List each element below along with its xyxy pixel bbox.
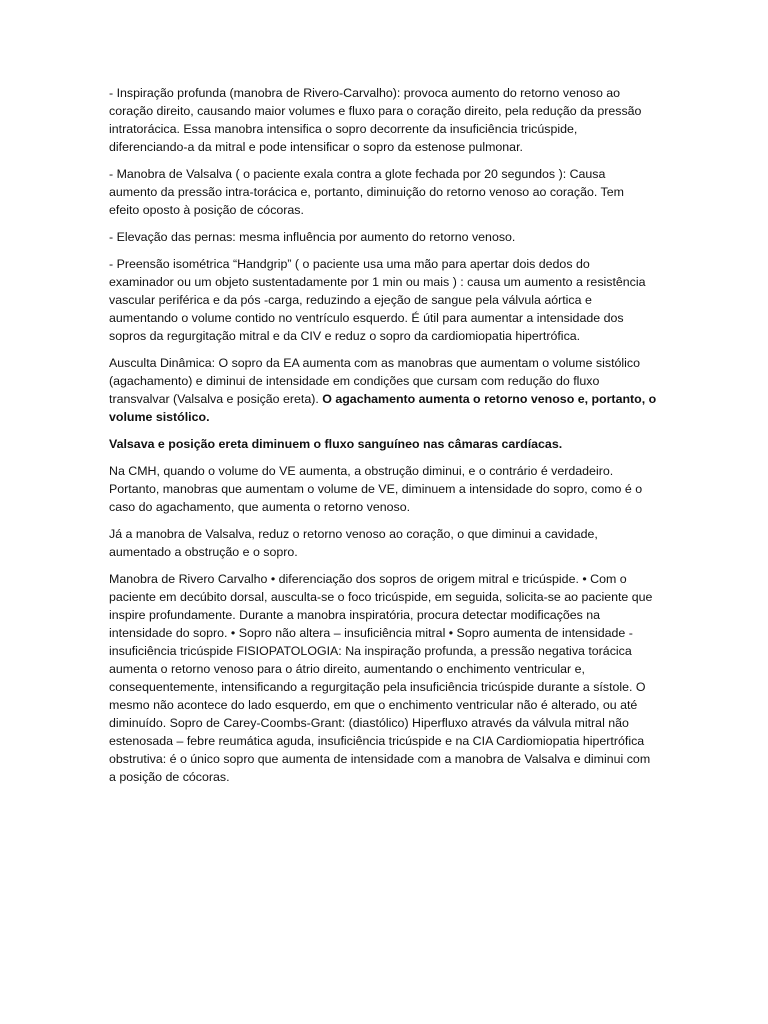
document-body xyxy=(109,84,657,795)
paragraph-cmh: Na CMH, quando o volume do VE aumenta, a obstrução diminui, e o contrário é verdadeiro. Portanto, manobras que aumentam o volume de VE, diminuem a intensidade do sopro, como é o caso do agachamento, que aumenta o retorno venoso. xyxy=(109,464,643,514)
ausculta-dinamica-text: Ausculta Dinâmica: O sopro da EA aumenta com as manobras que aumentam o volume sistólico (agachamento) e diminui de intensidade em condições que cursam com redução do fluxo transvalvar (Valsalva e posição ereta). xyxy=(109,356,640,406)
paragraph-inspiracao-profunda: - Inspiração profunda (manobra de Rivero-Carvalho): provoca aumento do retorno venoso ao coração direito, causando maior volumes e fluxo para o coração direito, pela redução da pressão intratorácica. Essa manobra intensifica o sopro decorrente da insuficiência tricúspide, diferenciando-a da mitral e pode intensificar o sopro da estenose pulmonar. xyxy=(109,86,642,154)
ausculta-dinamica-bold-text: O agachamento aumenta o retorno venoso e, portanto, o volume sistólico. xyxy=(109,392,657,424)
paragraph-rivero-carvalho: Manobra de Rivero Carvalho • diferenciação dos sopros de origem mitral e tricúspide. • Com o paciente em decúbito dorsal, ausculta-se o foco tricúspide, em seguida, solicita-se ao paciente que inspire profundamente. Durante a manobra inspiratória, procura detectar modificações na intensidade do sopro. • Sopro não altera – insuficiência mitral • Sopro aumenta de intensidade - insuficiência tricúspide FISIOPATOLOGIA: Na inspiração profunda, a pressão negativa torácica aumenta o retorno venoso para o átrio direito, aumentando o enchimento ventricular e, consequentemente, intensificando a regurgitação pela insuficiência tricúspide durante a sístole. O mesmo não acontece do lado esquerdo, em que o enchimento ventricular não é alterado, ou até diminuído. Sopro de Carey-Coombs-Grant: (diastólico) Hiperfluxo através da válvula mitral não estenosada – febre reumática aguda, insuficiência tricúspide e na CIA Cardiomiopatia hipertrófica obstrutiva: é o único sopro que aumenta de intensidade com a manobra de Valsalva e diminui com a posição de cócoras. xyxy=(109,572,653,784)
paragraph-elevacao-pernas: - Elevação das pernas: mesma influência por aumento do retorno venoso. xyxy=(109,230,516,244)
paragraph-valsava-posicao-ereta: Valsava e posição ereta diminuem o fluxo sanguíneo nas câmaras cardíacas. xyxy=(109,437,563,451)
paragraph-handgrip: - Preensão isométrica “Handgrip” ( o paciente usa uma mão para apertar dois dedos do examinador ou um objeto sustentadamente por 1 min ou mais ) : causa um aumento a resistência vascular periférica e da pós -carga, reduzindo a ejeção de sangue pela válvula aórtica e aumentando o volume contido no ventrículo esquerdo. É útil para aumentar a intensidade dos sopros da regurgitação mitral e da CIV e reduz o sopro da cardiomiopatia hipertrófica. xyxy=(109,257,646,343)
paragraph-manobra-valsalva-cmh: Já a manobra de Valsalva, reduz o retorno venoso ao coração, o que diminui a cavidade, aumentado a obstrução e o sopro. xyxy=(109,527,598,559)
paragraph-manobra-valsalva: - Manobra de Valsalva ( o paciente exala contra a glote fechada por 20 segundos ): Causa aumento da pressão intra-torácica e, portanto, diminuição do retorno venoso ao coração. Tem efeito oposto à posição de cócoras. xyxy=(109,167,624,217)
paragraph-ausculta-dinamica xyxy=(109,354,657,426)
